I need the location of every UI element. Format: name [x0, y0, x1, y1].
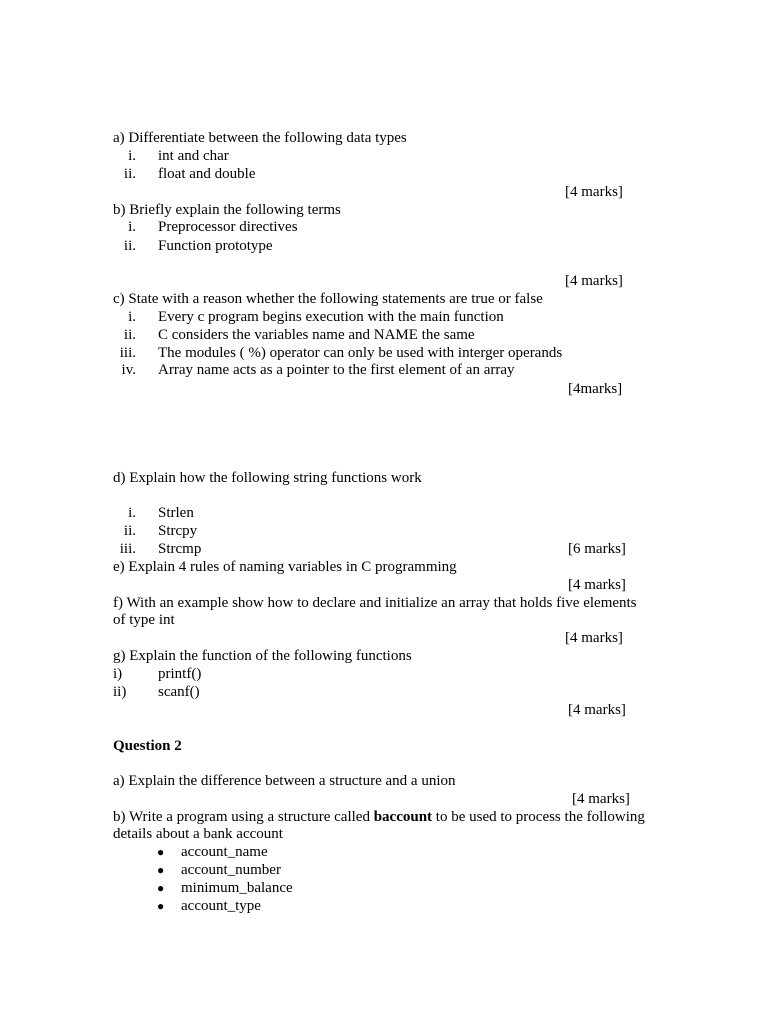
q1g-question: g) Explain the function of the following functions [113, 648, 412, 664]
q1f-marks: [4 marks] [565, 630, 623, 646]
q2b-suffix: to be used to process the following [432, 809, 645, 825]
q1e-marks: [4 marks] [568, 577, 626, 593]
q1c-item-number: i. [128, 309, 136, 325]
q1b-item-number: i. [128, 219, 136, 235]
q1e-question: e) Explain 4 rules of naming variables in C programming [113, 559, 457, 575]
q1c-item-text: Array name acts as a pointer to the first element of an array [158, 362, 515, 378]
q2b-question-line2: details about a bank account [113, 826, 283, 842]
q1c-question: c) State with a reason whether the following statements are true or false [113, 291, 543, 307]
q1g-marks: [4 marks] [568, 702, 626, 718]
q1c-item-number: ii. [123, 327, 136, 343]
bullet-icon: ● [157, 863, 165, 877]
q2b-bullet-item: account_name [181, 844, 268, 860]
q1c-item-text: C considers the variables name and NAME the same [158, 327, 475, 343]
q1d-item-text: Strcmp [158, 541, 202, 557]
q1g-item-number: ii) [113, 684, 127, 700]
q1d-marks: [6 marks] [568, 541, 626, 557]
q1g-item-text: printf() [158, 666, 202, 682]
q1a-item-number: i. [128, 148, 136, 164]
q2a-question: a) Explain the difference between a structure and a union [113, 773, 456, 789]
q1d-item-number: ii. [123, 523, 136, 539]
q1d-item-number: iii. [119, 541, 136, 557]
q1c-item-text: The modules ( %) operator can only be used with interger operands [158, 345, 563, 361]
q1c-marks: [4marks] [568, 381, 623, 397]
q1a-item-text: int and char [158, 148, 229, 164]
q1c-item-number: iii. [119, 345, 136, 361]
q1b-item-text: Function prototype [158, 238, 273, 254]
q1g-item-text: scanf() [158, 684, 200, 700]
q1d-item-number: i. [128, 505, 136, 521]
q1c-item-number: iv. [121, 362, 136, 378]
q1d-question: d) Explain how the following string functions work [113, 470, 422, 486]
q1d-item-text: Strlen [158, 505, 194, 521]
q1g-item-number: i) [113, 666, 123, 682]
q1f-question-line2: of type int [113, 612, 175, 628]
q2-heading: Question 2 [113, 738, 182, 754]
q1b-item-text: Preprocessor directives [158, 219, 298, 235]
q2b-bullet-item: minimum_balance [181, 880, 293, 896]
q2b-bullet-item: account_number [181, 862, 281, 878]
q2a-marks: [4 marks] [572, 791, 630, 807]
q1a-item-number: ii. [123, 166, 136, 182]
bullet-icon: ● [157, 899, 165, 913]
q2b-bullet-item: account_type [181, 898, 261, 914]
q2b-prefix: b) Write a program using a structure called [113, 809, 374, 825]
q1a-question: a) Differentiate between the following data types [113, 130, 407, 146]
q1f-question-line1: f) With an example show how to declare and initialize an array that holds five elements [113, 595, 637, 611]
q1b-item-number: ii. [123, 238, 136, 254]
q1d-item-text: Strcpy [158, 523, 198, 539]
q1b-question: b) Briefly explain the following terms [113, 202, 341, 218]
bullet-icon: ● [157, 845, 165, 859]
q1c-item-text: Every c program begins execution with the main function [158, 309, 504, 325]
bullet-icon: ● [157, 881, 165, 895]
q2b-structure-name: baccount [373, 809, 433, 825]
q2b-question-line1 [113, 808, 645, 826]
q1b-marks: [4 marks] [565, 273, 623, 289]
q1a-marks: [4 marks] [565, 184, 623, 200]
q1a-item-text: float and double [158, 166, 256, 182]
